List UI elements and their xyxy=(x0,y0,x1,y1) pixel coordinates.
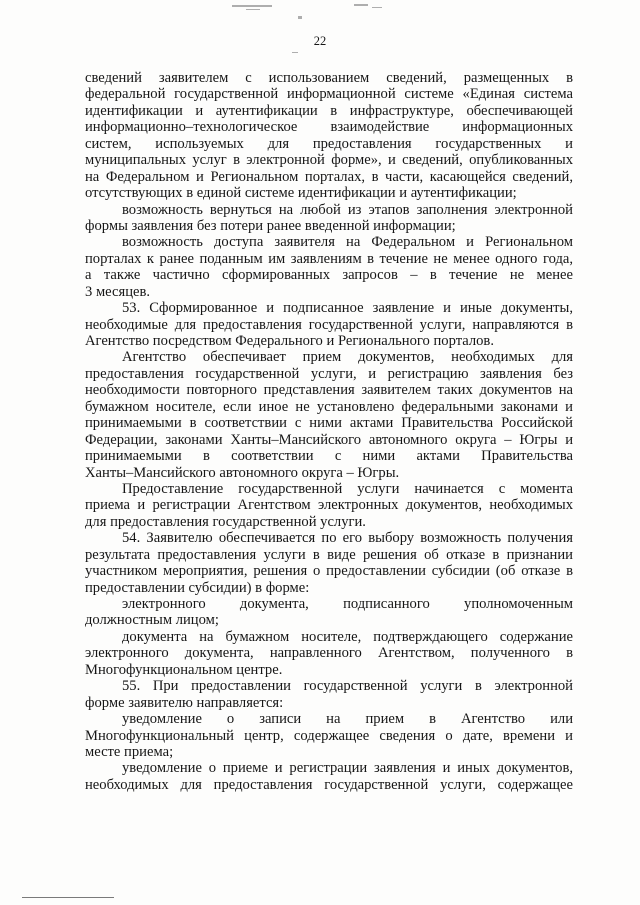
text-line: Многофункциональном центре. xyxy=(85,661,283,678)
text-line: необходимости повторного представления заявителем таких документов на xyxy=(85,382,573,399)
text-line: для предоставления государственной услуги. xyxy=(85,513,366,530)
text-line: возможность вернуться на любой из этапов заполнения электронной xyxy=(122,201,573,218)
text-line: информационно–технологическое взаимодействие информационных xyxy=(85,119,573,136)
text-line: отсутствующих в единой системе идентификации и аутентификации; xyxy=(85,185,517,202)
text-line: формы заявления без потери ранее введенной информации; xyxy=(85,217,456,234)
scan-artifact xyxy=(372,7,382,8)
text-line: форме заявителю направляется: xyxy=(85,694,284,711)
text-line: должностным лицом; xyxy=(85,612,219,629)
text-line: 3 месяцев. xyxy=(85,283,151,300)
text-line: Агентство обеспечивает прием документов, необходимых для xyxy=(122,349,573,366)
scan-artifact xyxy=(354,4,368,6)
text-line: предоставлении субсидии) в форме: xyxy=(85,579,310,596)
text-line: 53. Сформированное и подписанное заявление и иные документы, xyxy=(122,300,573,317)
text-line: необходимых для предоставления государственной услуги, содержащее xyxy=(85,776,573,793)
text-line: муниципальных услуг в электронной форме», и сведений, опубликованных xyxy=(85,152,573,169)
text-line: возможность доступа заявителя на Федеральном и Региональном xyxy=(122,234,573,251)
text-line: идентификации и аутентификации в инфраструктуре, обеспечивающей xyxy=(85,102,573,119)
text-line: электронного документа, направленного Агентством, полученного в xyxy=(85,645,573,662)
text-line: предоставления государственной услуги, и регистрацию заявления без xyxy=(85,365,573,382)
text-line: приема и регистрации Агентством электронных документов, необходимых xyxy=(85,497,573,514)
scan-artifact xyxy=(232,5,272,7)
text-line: электронного документа, подписанного уполномоченным xyxy=(122,596,573,612)
text-line: на Федеральном и Региональном порталах, в части, касающейся сведений, xyxy=(85,168,573,185)
document-body xyxy=(85,70,573,793)
text-line: Федерации, законами Ханты–Мансийского автономного округа – Югры и xyxy=(85,431,573,448)
text-line: 54. Заявителю обеспечивается по его выбору возможность получения xyxy=(122,530,573,547)
text-line: порталах к ранее поданным им заявлениям в течение не менее одного года, xyxy=(85,250,573,267)
text-line: принимаемыми в соответствии с ними актами Правительства xyxy=(85,448,573,465)
text-line: бумажном носителе, если иное не установлено федеральными законами и xyxy=(85,398,573,415)
text-line: необходимые для предоставления государственной услуги, направляются в xyxy=(85,316,573,333)
text-line: Агентство посредством Федерального и Регионального порталов. xyxy=(85,333,494,349)
scan-artifact xyxy=(298,16,302,19)
text-line: федеральной государственной информационной системе «Единая система xyxy=(85,86,573,103)
scan-artifact xyxy=(292,52,298,53)
text-line: документа на бумажном носителе, подтверждающего содержание xyxy=(122,628,573,645)
text-line: систем, используемых для предоставления государственных и xyxy=(85,135,573,152)
text-line: Ханты–Мансийского автономного округа – Югры. xyxy=(85,464,400,481)
scan-artifact xyxy=(246,9,260,10)
text-line: результата предоставления услуги в виде решения об отказе в признании xyxy=(85,546,573,563)
text-line: Предоставление государственной услуги начинается с момента xyxy=(122,480,573,497)
text-line: участником мероприятия, решения о предоставлении субсидии (об отказе в xyxy=(85,563,573,580)
page-number: 22 xyxy=(313,34,327,48)
text-line: а также частично сформированных запросов – в течение не менее xyxy=(85,267,573,284)
footer-rule xyxy=(22,897,114,898)
text-line: уведомление о приеме и регистрации заявления и иных документов, xyxy=(122,760,573,777)
text-line: 55. При предоставлении государственной услуги в электронной xyxy=(122,678,573,695)
text-line: сведений заявителем с использованием сведений, размещенных в xyxy=(85,70,573,86)
text-line: месте приема; xyxy=(85,743,174,760)
text-line: уведомление о записи на прием в Агентство или xyxy=(122,711,573,728)
text-line: Многофункциональный центр, содержащее сведения о дате, времени и xyxy=(85,727,573,744)
text-line: принимаемыми в соответствии с ними актами Правительства Российской xyxy=(85,415,573,432)
